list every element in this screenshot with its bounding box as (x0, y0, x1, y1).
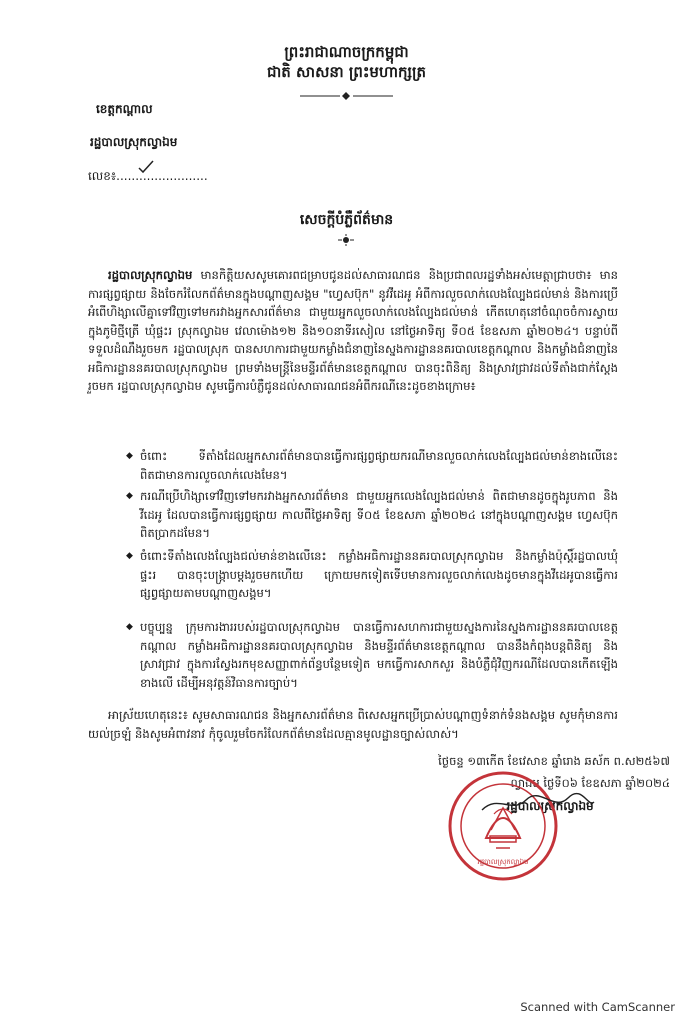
list-item (126, 447, 618, 484)
bullet-icon: ◆ (126, 491, 133, 501)
signature (478, 792, 598, 816)
district-admin-label: រដ្ឋបាលស្រុកល្វាឯម (90, 135, 178, 149)
title-ornament-icon (338, 231, 354, 250)
bullet-text: ករណីប្រើហិង្សាទៅវិញទៅមករវាងអ្នកសារព័ត៌មាន ជាមួយអ្នកលេងល្បែងជល់មាន់ ពិតជាមានដូចក្នុងរូបភាព និងវីដេអូ ដែលបានធ្វើការផ្សព្វផ្សាយ កាលពីថ្ងៃអាទិត្យ ទី០៥ ខែឧសភា ឆ្នាំ២០២៤ នៅក្នុងបណ្ដាញសង្គម ហ្វេសប៊ុក ពិតប្រាកដមែន។ (140, 489, 618, 540)
list-item (126, 547, 618, 603)
bullet-text: ចំពោះ ទីតាំងដែលអ្នកសារព័ត៌មានបានធ្វើការផ្សព្វផ្សាយករណីមានលួចលាក់លេងល្បែងជល់មាន់ខាងលើនេះ ពិតជាមានការលួចលាក់លេងមែន។ (140, 449, 618, 482)
bullet-icon: ◆ (126, 551, 133, 561)
bullet-text: ចំពោះទីតាំងលេងល្បែងជល់មាន់ខាងលើនេះ កម្លាំងអធិការដ្ឋាននគរបាលស្រុកល្វាឯម និងកម្លាំងប៉ុស្តិ៍រដ្ឋបាលឃុំផ្ទះរ បានចុះបង្ក្រាបម្តងរួចមកហើយ ក្រោយមកទៀតទើបមានការលួចលាក់លេងដូចមានក្នុងវីដេអូបានធ្វើការផ្សព្វផ្សាយតាមបណ្ដាញសង្គម។ (140, 549, 618, 600)
solar-date: ល្វាឯម ថ្ងៃទី០៦ ខែឧសភា ឆ្នាំ២០២៤ (510, 776, 670, 790)
checkmark-icon (138, 159, 154, 178)
bullet-icon: ◆ (126, 451, 133, 461)
lunar-date: ថ្ងៃចន្ទ ១៣កើត ខែវេសាខ ឆ្នាំរោង ឆស័ក ព.ស២៥៦៧ (438, 754, 670, 768)
seal-text: រដ្ឋបាលស្រុកល្វាឯម (477, 858, 529, 866)
motto-heading: ជាតិ សាសនា ព្រះមហាក្សត្រ (267, 63, 426, 81)
intro-lead: រដ្ឋបាលស្រុកល្វាឯម (108, 268, 193, 282)
province-label: ខេត្តកណ្ដាល (96, 102, 153, 116)
number-value: ........................ (116, 169, 208, 183)
document-title: សេចក្តីបំភ្លឺព័ត៌មាន (299, 212, 394, 228)
closing-paragraph: អាស្រ័យហេតុនេះ៖ សូមសាធារណជន និងអ្នកសារព័ត៌មាន ពិសេសអ្នកប្រើប្រាស់បណ្ដាញទំនាក់ទំនងសង្គម សូមកុំមានការយល់ច្រឡំ និងសូមអំពាវនាវ កុំចូលរួមចែករំលែកព័ត៌មានដែលគ្មានមូលដ្ឋានច្បាស់លាស់។ (88, 708, 618, 741)
kingdom-heading: ព្រះរាជាណាចក្រកម្ពុជា (284, 43, 409, 61)
number-label: លេខ៖ (88, 169, 117, 183)
intro-paragraph (88, 266, 618, 396)
signatory: រដ្ឋបាលស្រុកល្វាឯម (506, 799, 594, 813)
bullet-text: បច្ចុប្បន្ន ក្រុមការងាររបស់រដ្ឋបាលស្រុកល្វាឯម បានធ្វើការសហការជាមួយស្នងការនៃស្នងការដ្ឋាននគរបាលខេត្តកណ្ដាល កម្លាំងអធិការដ្ឋាននគរបាលស្រុកល្វាឯម និងមន្ទីរព័ត៌មានខេត្តកណ្ដាល បាននឹងកំពុងបន្តពិនិត្យ និងស្រាវជ្រាវ ក្នុងការស្វែងរកមុខសញ្ញាពាក់ព័ន្ធបន្ថែមទៀត មកធ្វើការសាកសួរ និងបំភ្លឺជុំវិញករណីដែលបានកើតឡើងខាងលើ ដើម្បីអនុវត្តន៍វិធានការច្បាប់។ (140, 620, 618, 690)
intro-text: មានកិត្តិយសសូមគោរពជម្រាបជូនដល់សាធារណជន និងប្រជាពលរដ្ឋទាំងអស់មេត្តាជ្រាបថា៖ មានការផ្សព្វផ្សាយ និងចែករំលែកព័ត៌មានក្នុងបណ្ដាញសង្គម "ហ្វេសប៊ុក" នូវវីដេអូ អំពីការលួចលាក់លេងល្បែងជល់មាន់ និងការប្រើអំពើហិង្សាលើគ្នាទៅវិញទៅមករវាងអ្នកសារព័ត៌មាន ជាមួយអ្នកលួចលាក់លេងល្បែងជល់មាន់ កើតហេតុនៅចំណុចចំការស្វាយ ក្នុងភូមិថ្មីត្រើ ឃុំផ្ទះរ ស្រុកល្វាឯម វេលាម៉ោង១២ និង១០នាទីរសៀល នៅថ្ងៃអាទិត្យ ទី០៥ ខែឧសភា ឆ្នាំ២០២៤។ បន្ទាប់ពីទទួលដំណឹងរួចមក រដ្ឋបាលស្រុក បានសហការជាមួយកម្លាំងជំនាញនៃស្នងការដ្ឋាននគរបាលខេត្តកណ្ដាល និងកម្លាំងជំនាញនៃអធិការដ្ឋាននគរបាលស្រុកល្វាឯម ព្រមទាំងមន្ត្រីនៃមន្ទីរព័ត៌មានខេត្តកណ្ដាល បានចុះពិនិត្យ និងស្រាវជ្រាវដល់ទីតាំងជាក់ស្តែងរួចមក រដ្ឋបាលស្រុកល្វាឯម សូមធ្វើការបំភ្លឺជូនដល់សាធារណជនអំពីករណីនេះដូចខាងក្រោម៖ (88, 268, 618, 393)
scanner-footer: Scanned with CamScanner (520, 1000, 675, 1014)
bullet-icon: ◆ (126, 622, 133, 632)
list-item (126, 618, 618, 692)
motto-ornament (300, 86, 393, 96)
list-item (126, 487, 618, 543)
